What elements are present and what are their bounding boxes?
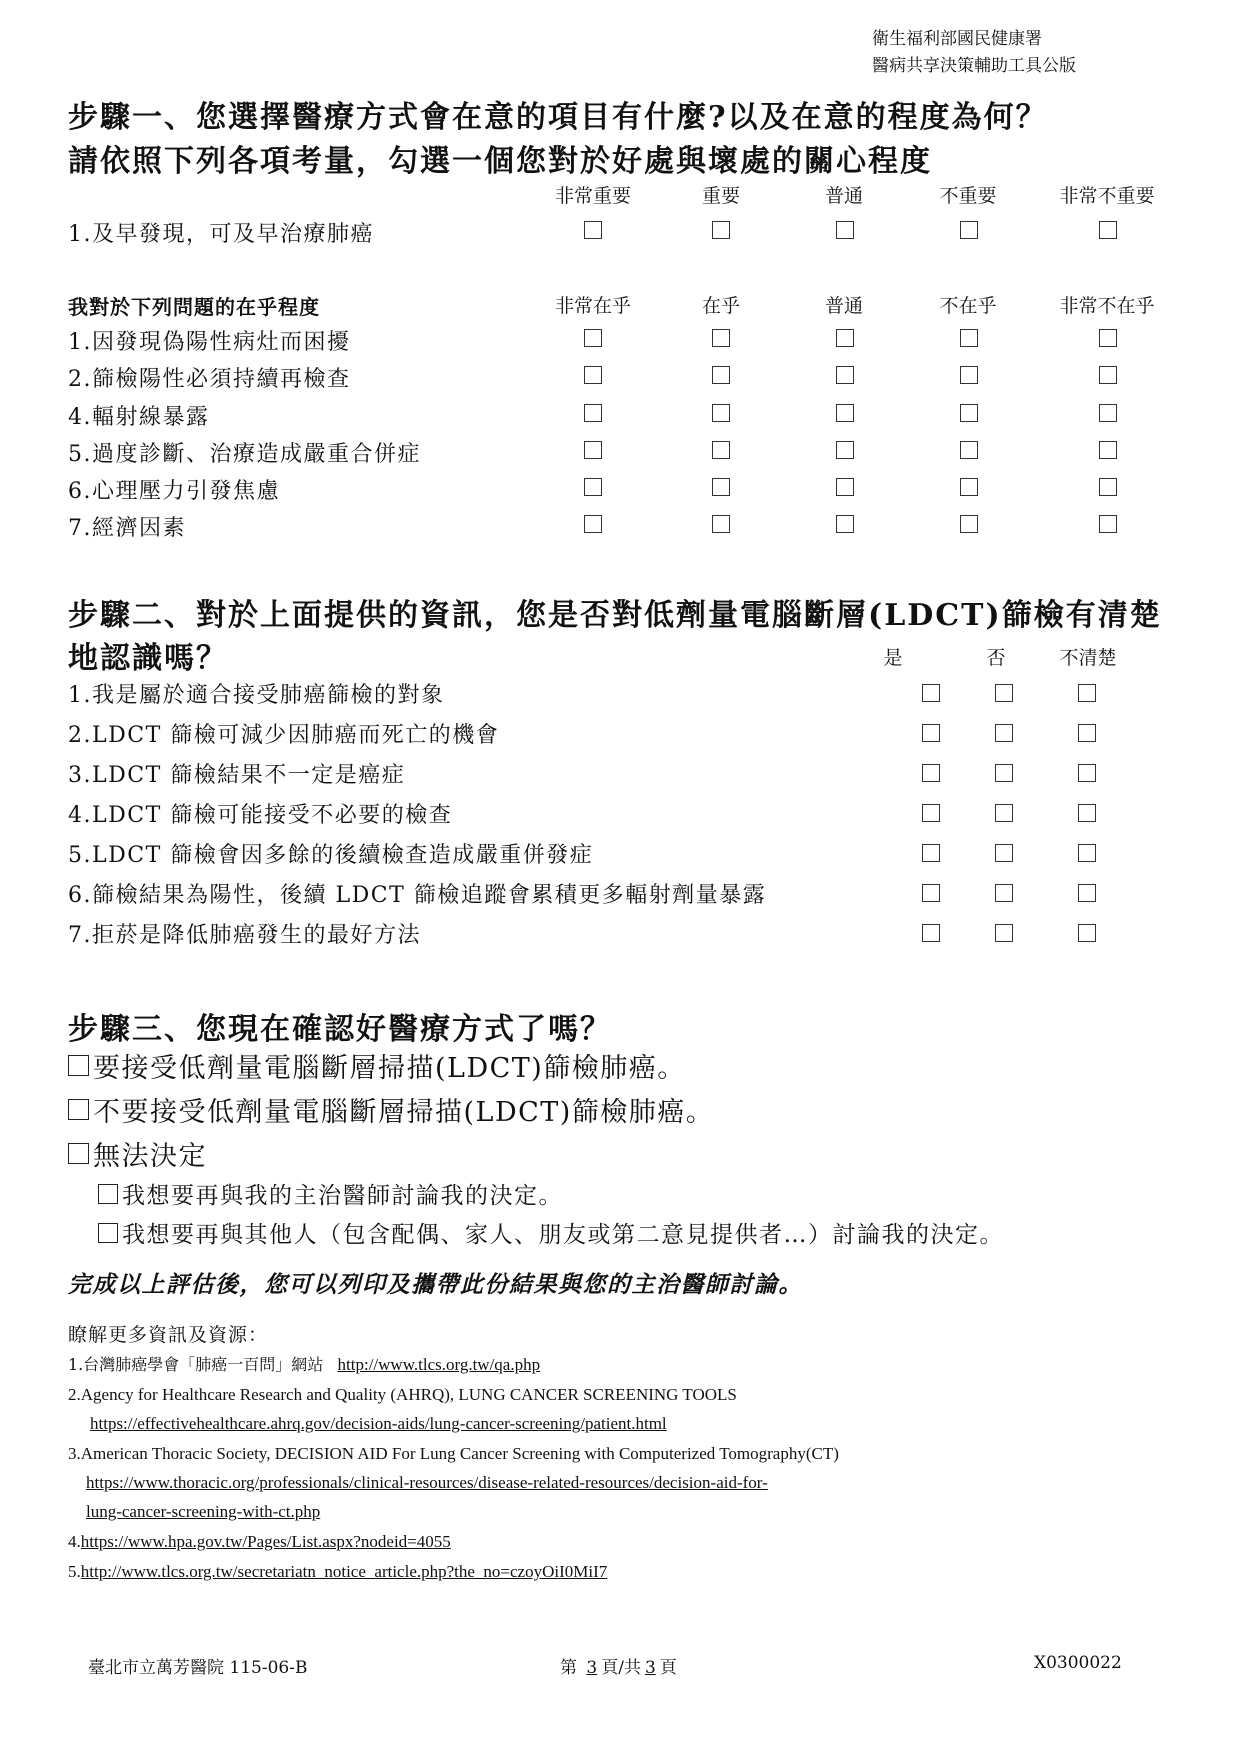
rating-checkbox[interactable] [836, 221, 854, 239]
rating-checkbox[interactable] [836, 404, 854, 422]
rating-checkbox[interactable] [584, 366, 602, 384]
resource-5-link[interactable]: http://www.tlcs.org.tw/secretariatn_notice_article.php?the_no=czoyOiI0MiI7 [80, 1562, 608, 1581]
knowledge-checkbox[interactable] [995, 764, 1013, 782]
rating-checkbox[interactable] [712, 366, 730, 384]
resource-2-link[interactable]: https://effectivehealthcare.ahrq.gov/decision-aids/lung-cancer-screening/patient.html [90, 1414, 667, 1433]
checkbox[interactable] [98, 1223, 118, 1243]
sub-option-label: 我想要再與我的主治醫師討論我的決定。 [122, 1183, 563, 1209]
footer-hospital: 臺北市立萬芳醫院 115-06-B [88, 1658, 308, 1678]
page-current: 3 [586, 1658, 598, 1678]
footer-form-code: X0300022 [1034, 1653, 1122, 1673]
rating-checkbox[interactable] [960, 366, 978, 384]
resource-5-prefix: 5. [68, 1562, 81, 1581]
sub-option-discuss-others[interactable] [98, 1216, 1004, 1249]
checkbox[interactable] [68, 1055, 89, 1076]
sub-option-label: 我想要再與其他人（包含配偶、家人、朋友或第二意見提供者…）討論我的決定。 [122, 1222, 1004, 1248]
finish-note: 完成以上評估後，您可以列印及攜帶此份結果與您的主治醫師討論。 [68, 1271, 803, 1298]
concern-item: 7.經濟因素 [68, 516, 186, 541]
col-very-concerned: 非常在乎 [554, 295, 631, 317]
rating-checkbox[interactable] [712, 221, 730, 239]
col-unclear: 不清楚 [1059, 647, 1117, 669]
resource-2-text: 2.Agency for Healthcare Research and Quality (AHRQ), LUNG CANCER SCREENING TOOLS [68, 1385, 737, 1404]
step1-subtitle: 請依照下列各項考量，勾選一個您對於好處與壞處的關心程度 [68, 144, 932, 179]
rating-checkbox[interactable] [1099, 515, 1117, 533]
col-not-concerned: 不在乎 [939, 295, 997, 317]
step1-title: 步驟一、您選擇醫療方式會在意的項目有什麼?以及在意的程度為何？ [68, 100, 1048, 135]
checkbox[interactable] [68, 1099, 89, 1120]
col-yes: 是 [883, 647, 903, 669]
knowledge-checkbox[interactable] [995, 684, 1013, 702]
rating-checkbox[interactable] [584, 478, 602, 496]
knowledge-checkbox[interactable] [922, 684, 940, 702]
concern-item: 5.過度診斷、治療造成嚴重合併症 [68, 442, 421, 467]
knowledge-checkbox[interactable] [995, 804, 1013, 822]
knowledge-checkbox[interactable] [995, 924, 1013, 942]
option-label: 要接受低劑量電腦斷層掃描(LDCT)篩檢肺癌。 [93, 1053, 686, 1084]
knowledge-checkbox[interactable] [922, 924, 940, 942]
option-label: 不要接受低劑量電腦斷層掃描(LDCT)篩檢肺癌。 [93, 1097, 715, 1128]
rating-checkbox[interactable] [584, 404, 602, 422]
step3-title: 步驟三、您現在確認好醫療方式了嗎？ [68, 1012, 612, 1047]
resource-5 [68, 1557, 607, 1586]
step2-title-cont: 地認識嗎？ [68, 641, 228, 676]
resource-4 [68, 1527, 451, 1556]
rating-checkbox[interactable] [712, 515, 730, 533]
rating-checkbox[interactable] [712, 404, 730, 422]
knowledge-item: 6.篩檢結果為陽性，後續 LDCT 篩檢追蹤會累積更多輻射劑量暴露 [68, 883, 767, 908]
option-undecided[interactable] [68, 1134, 207, 1173]
rating-checkbox[interactable] [960, 329, 978, 347]
rating-checkbox[interactable] [584, 515, 602, 533]
rating-checkbox[interactable] [960, 515, 978, 533]
resource-4-prefix: 4. [68, 1532, 81, 1551]
knowledge-checkbox[interactable] [922, 724, 940, 742]
resource-3-text: 3.American Thoracic Society, DECISION AID For Lung Cancer Screening with Computerized Tomography(CT) [68, 1444, 839, 1463]
knowledge-checkbox[interactable] [995, 844, 1013, 862]
knowledge-checkbox[interactable] [1078, 724, 1096, 742]
rating-checkbox[interactable] [1099, 404, 1117, 422]
option-accept-ldct[interactable] [68, 1046, 686, 1085]
rating-checkbox[interactable] [960, 221, 978, 239]
rating-checkbox[interactable] [584, 441, 602, 459]
rating-checkbox[interactable] [836, 515, 854, 533]
resource-1 [68, 1350, 540, 1379]
col-neutral: 普通 [824, 185, 863, 207]
col-important: 重要 [701, 185, 740, 207]
knowledge-item: 3.LDCT 篩檢結果不一定是癌症 [68, 763, 406, 788]
knowledge-checkbox[interactable] [922, 844, 940, 862]
rating-checkbox[interactable] [836, 478, 854, 496]
concern-item: 1.因發現偽陽性病灶而困擾 [68, 330, 351, 355]
rating-checkbox[interactable] [584, 329, 602, 347]
resource-1-text: 1.台灣肺癌學會「肺癌一百問」網站 [68, 1355, 324, 1374]
col-very-unconcerned: 非常不在乎 [1059, 295, 1155, 317]
rating-checkbox[interactable] [712, 329, 730, 347]
col-not-important: 不重要 [939, 185, 997, 207]
option-label: 無法決定 [93, 1141, 207, 1172]
knowledge-checkbox[interactable] [922, 764, 940, 782]
rating-checkbox[interactable] [712, 441, 730, 459]
concern-item: 2.篩檢陽性必須持續再檢查 [68, 367, 351, 392]
concern-heading: 我對於下列問題的在乎程度 [68, 295, 320, 319]
rating-checkbox[interactable] [1099, 221, 1117, 239]
rating-checkbox[interactable] [712, 478, 730, 496]
rating-checkbox[interactable] [960, 441, 978, 459]
knowledge-item: 2.LDCT 篩檢可減少因肺癌而死亡的機會 [68, 723, 500, 748]
knowledge-item: 1.我是屬於適合接受肺癌篩檢的對象 [68, 683, 445, 708]
option-decline-ldct[interactable] [68, 1090, 714, 1129]
col-very-important: 非常重要 [554, 185, 631, 207]
org-name: 衛生福利部國民健康署 [872, 29, 1042, 49]
rating-checkbox[interactable] [1099, 478, 1117, 496]
sub-option-discuss-doctor[interactable] [98, 1177, 563, 1210]
resources-heading: 瞭解更多資訊及資源： [68, 1324, 269, 1346]
concern-item: 6.心理壓力引發焦慮 [68, 479, 280, 504]
knowledge-item: 5.LDCT 篩檢會因多餘的後續檢查造成嚴重併發症 [68, 843, 594, 868]
page-suffix: 頁 [659, 1658, 677, 1678]
knowledge-checkbox[interactable] [922, 884, 940, 902]
rating-checkbox[interactable] [1099, 366, 1117, 384]
rating-checkbox[interactable] [1099, 329, 1117, 347]
resource-3-link[interactable]: https://www.thoracic.org/professionals/clinical-resources/disease-related-resources/decision-aid-for- [86, 1473, 768, 1492]
page-prefix: 第 [560, 1658, 577, 1678]
footer-page-number [560, 1653, 677, 1678]
tool-name: 醫病共享決策輔助工具公版 [872, 56, 1076, 76]
checkbox[interactable] [98, 1184, 118, 1204]
knowledge-checkbox[interactable] [995, 724, 1013, 742]
knowledge-checkbox[interactable] [1078, 764, 1096, 782]
rating-checkbox[interactable] [836, 329, 854, 347]
resource-3-link-cont[interactable]: lung-cancer-screening-with-ct.php [86, 1502, 321, 1521]
page-middle: 頁/共 [601, 1658, 641, 1678]
rating-checkbox[interactable] [836, 366, 854, 384]
knowledge-checkbox[interactable] [995, 884, 1013, 902]
rating-checkbox[interactable] [960, 478, 978, 496]
knowledge-checkbox[interactable] [1078, 844, 1096, 862]
knowledge-checkbox[interactable] [1078, 804, 1096, 822]
page-total: 3 [644, 1658, 656, 1678]
rating-checkbox[interactable] [584, 221, 602, 239]
rating-checkbox[interactable] [1099, 441, 1117, 459]
resource-1-link[interactable]: http://www.tlcs.org.tw/qa.php [337, 1355, 541, 1374]
col-neutral-concern: 普通 [824, 295, 863, 317]
step2-title: 步驟二、對於上面提供的資訊，您是否對低劑量電腦斷層(LDCT)篩檢有清楚 [68, 598, 1162, 633]
checkbox[interactable] [68, 1143, 89, 1164]
resource-4-link[interactable]: https://www.hpa.gov.tw/Pages/List.aspx?nodeid=4055 [80, 1532, 451, 1551]
rating-checkbox[interactable] [960, 404, 978, 422]
knowledge-item: 4.LDCT 篩檢可能接受不必要的檢查 [68, 803, 453, 828]
col-concerned: 在乎 [701, 295, 740, 317]
knowledge-checkbox[interactable] [922, 804, 940, 822]
knowledge-checkbox[interactable] [1078, 884, 1096, 902]
col-no: 否 [986, 647, 1006, 669]
knowledge-checkbox[interactable] [1078, 924, 1096, 942]
knowledge-checkbox[interactable] [1078, 684, 1096, 702]
concern-item: 4.輻射線暴露 [68, 405, 210, 430]
benefit-item: 1.及早發現，可及早治療肺癌 [68, 222, 374, 247]
col-very-unimportant: 非常不重要 [1059, 185, 1155, 207]
rating-checkbox[interactable] [836, 441, 854, 459]
knowledge-item: 7.拒菸是降低肺癌發生的最好方法 [68, 923, 421, 948]
